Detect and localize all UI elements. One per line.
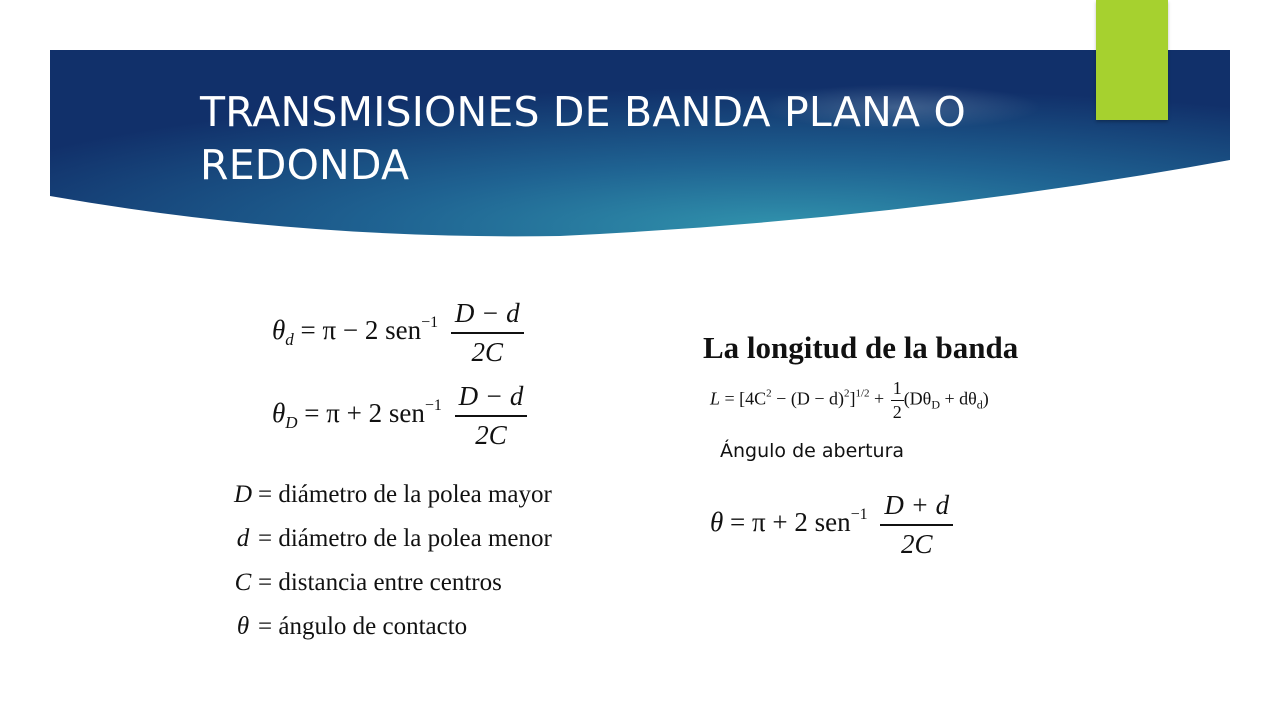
eq3-lhs: θ [710, 507, 724, 538]
green-accent-bar [1096, 0, 1168, 120]
def-symbol: C [234, 569, 252, 596]
len-sub2: d [976, 397, 983, 412]
eq3-fraction [880, 490, 953, 560]
opening-angle-label: Ángulo de abertura [720, 440, 905, 462]
definition-item [228, 610, 552, 654]
definition-item [228, 478, 552, 522]
definition-item [228, 566, 552, 610]
len-part4: + [869, 388, 885, 409]
equation-theta-D [272, 381, 527, 451]
def-text: = distancia entre centros [258, 569, 502, 596]
eq1-fraction [451, 298, 524, 368]
eq2-fraction [455, 381, 528, 451]
equation-belt-length [710, 378, 989, 423]
eq1-lhs-sub: d [285, 330, 294, 350]
eq3-numerator [880, 490, 953, 526]
equation-theta-d [272, 298, 524, 368]
len-denominator: 2 [892, 402, 902, 422]
len-exp: 1/2 [855, 387, 870, 400]
equation-opening-angle [710, 490, 953, 560]
len-part3: ] [849, 388, 856, 409]
eq2-numerator [455, 381, 528, 417]
def-symbol: d [236, 525, 250, 552]
definitions-list [228, 478, 552, 654]
eq1-denominator [451, 334, 524, 368]
eq3-exp: −1 [850, 506, 868, 524]
len-part2: − (D − d) [771, 388, 844, 409]
eq1-lhs: θ [272, 315, 286, 346]
len-part1: = [4C [724, 388, 767, 409]
eq2-exp: −1 [424, 397, 442, 415]
eq3-denominator [880, 526, 953, 560]
eq3-rhs-prefix: = π + 2 sen [730, 507, 851, 538]
belt-length-heading: La longitud de la banda [703, 330, 1019, 365]
eq1-num-text: D − d [454, 298, 520, 328]
def-text: = ángulo de contacto [258, 613, 468, 640]
eq2-denominator [455, 417, 528, 451]
def-text: = diámetro de la polea menor [258, 525, 552, 552]
len-sub1: D [931, 397, 940, 412]
len-numerator: 1 [891, 378, 904, 401]
eq2-lhs: θ [272, 398, 286, 429]
eq1-rhs-prefix: = π − 2 sen [300, 315, 422, 346]
len-fraction [891, 378, 904, 423]
len-sq2: 2 [843, 387, 850, 400]
eq2-num-text: D − d [458, 381, 524, 411]
len-part5: (Dθ [903, 388, 932, 409]
eq3-num-text: D + d [884, 490, 950, 520]
slide-title: TRANSMISIONES DE BANDA PLANA O REDONDA [200, 88, 966, 189]
len-part6: + dθ [939, 388, 977, 409]
len-sq1: 2 [766, 387, 772, 400]
def-symbol: D [233, 481, 253, 508]
eq1-numerator [451, 298, 524, 334]
eq2-den-text: 2C [475, 420, 507, 450]
eq1-exp: −1 [421, 314, 439, 332]
eq2-lhs-sub: D [285, 413, 298, 433]
eq3-den-text: 2C [900, 529, 933, 559]
eq1-den-text: 2C [471, 337, 503, 367]
len-lhs: L [710, 388, 721, 409]
definition-item [228, 522, 552, 566]
def-symbol: θ [236, 613, 250, 640]
len-part7: ) [982, 388, 989, 409]
eq2-rhs-prefix: = π + 2 sen [304, 398, 425, 429]
def-text: = diámetro de la polea mayor [258, 481, 552, 508]
